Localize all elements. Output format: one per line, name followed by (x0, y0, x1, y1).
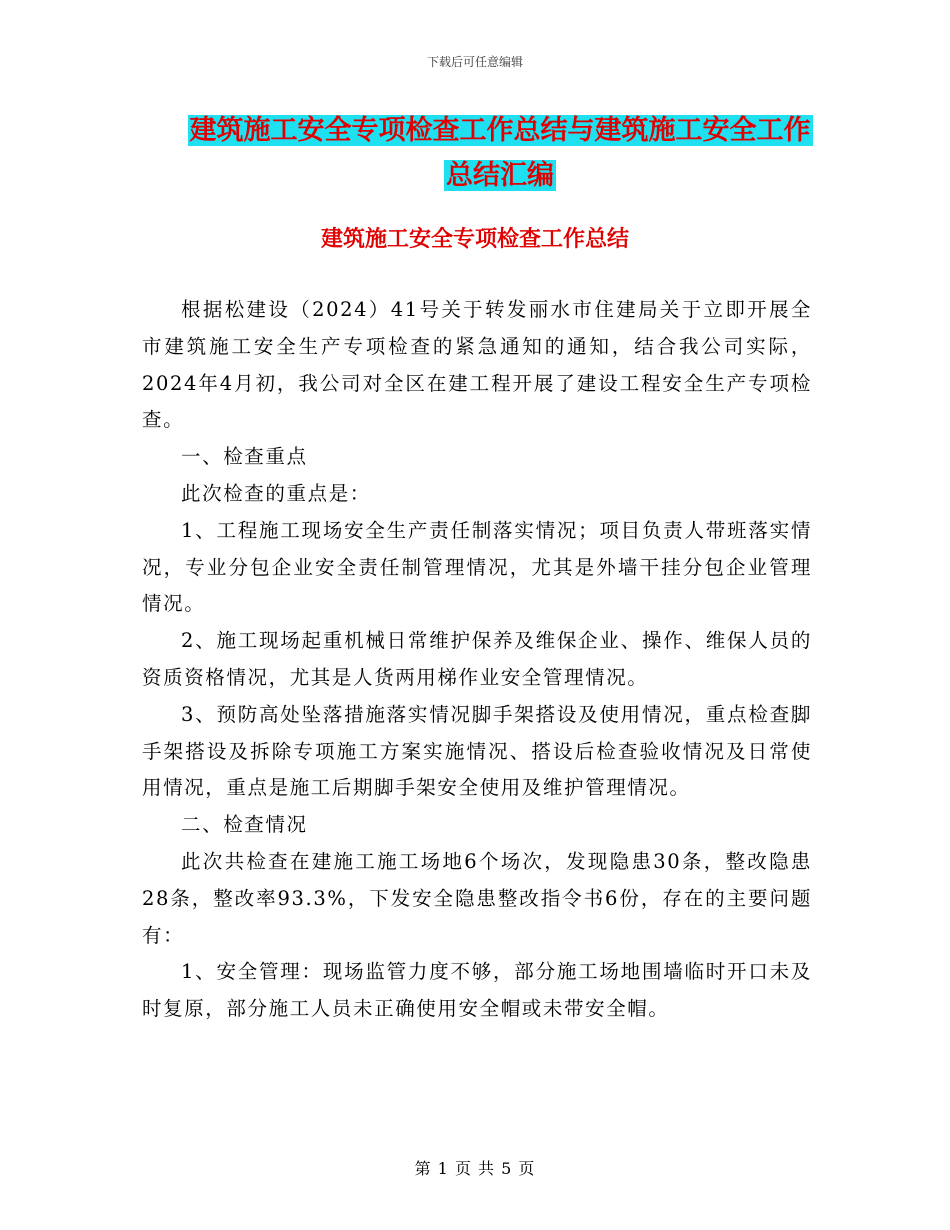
list-item: 3、预防高处坠落措施落实情况脚手架搭设及使用情况，重点检查脚手架搭设及拆除专项施工方案实施情况、搭设后检查验收情况及日常使用情况，重点是施工后期脚手架安全使用及维护管理情况。 (142, 702, 812, 800)
section-title: 建筑施工安全专项检查工作总结 (320, 227, 629, 252)
list-item: 2、施工现场起重机械日常维护保养及维保企业、操作、维保人员的资质资格情况，尤其是人货两用梯作业安全管理情况。 (142, 629, 812, 689)
paragraph: 根据松建设（2024）41号关于转发丽水市住建局关于立即开展全市建筑施工安全生产专项检查的紧急通知的通知，结合我公司实际，2024年4月初，我公司对全区在建工程开展了建设工程安全生产专项检查。 (142, 298, 812, 432)
page-footer: 第 1 页 共 5 页 (414, 1159, 536, 1178)
header-note: 下载后可任意编辑 (426, 55, 523, 69)
paragraph: 此次共检查在建施工施工场地6个场次，发现隐患30条，整改隐患28条，整改率93.3%，下发安全隐患整改指令书6份，存在的主要问题有： (142, 849, 812, 947)
list-item: 1、工程施工现场安全生产责任制落实情况；项目负责人带班落实情况，专业分包企业安全责任制管理情况，尤其是外墙干挂分包企业管理情况。 (142, 518, 812, 616)
heading-inspection-status: 二、检查情况 (181, 813, 308, 837)
document-body (142, 292, 812, 1028)
list-item: 1、安全管理：现场监管力度不够，部分施工场地围墙临时开口未及时复原，部分施工人员未正确使用安全帽或未带安全帽。 (142, 960, 812, 1021)
main-title-line1: 建筑施工安全专项检查工作总结与建筑施工安全工作 (189, 115, 811, 146)
main-title-line2: 总结汇编 (446, 160, 554, 191)
main-title (140, 108, 860, 198)
heading-inspection-focus: 一、检查重点 (181, 445, 308, 469)
paragraph: 此次检查的重点是： (181, 481, 371, 505)
